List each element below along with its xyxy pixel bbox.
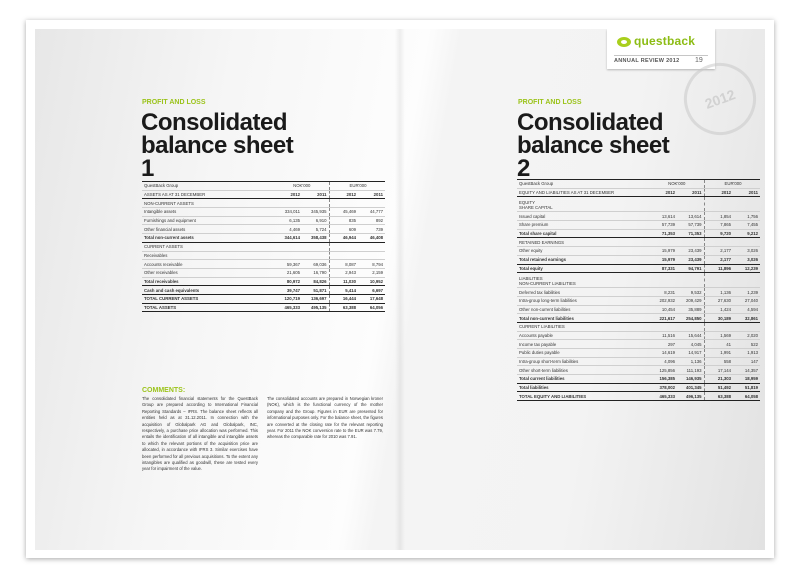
currency-nok: NOK'000 <box>275 182 329 191</box>
value-cell <box>302 251 329 260</box>
table-row <box>517 357 760 366</box>
value-cell: 87,331 <box>650 264 677 273</box>
value-cell: 57,739 <box>650 221 677 230</box>
logo-tab <box>607 29 715 69</box>
value-cell: 465,333 <box>650 392 677 401</box>
left-page-title <box>141 111 293 180</box>
right-title-line: balance sheet <box>517 132 670 159</box>
value-cell: 10,454 <box>650 305 677 314</box>
value-cell: 358,438 <box>302 234 329 243</box>
value-cell: 57,739 <box>677 221 704 230</box>
value-cell: 71,353 <box>650 229 677 238</box>
row-label: Total share capital <box>517 229 650 238</box>
right-balance-table <box>517 179 760 401</box>
value-cell: 496,135 <box>677 392 704 401</box>
value-cell <box>331 242 358 251</box>
table-row <box>142 242 385 251</box>
currency-nok: NOK'000 <box>650 180 704 189</box>
value-cell: 6,135 <box>275 216 302 225</box>
value-cell <box>650 273 677 288</box>
year-cell: 2011 <box>733 188 760 197</box>
value-cell: 111,193 <box>677 366 704 375</box>
table-subheader: EQUITY AND LIABILITIES AS AT 31 DECEMBER <box>517 188 650 197</box>
row-label: CURRENT ASSETS <box>142 242 275 251</box>
value-cell: 94,791 <box>677 264 704 273</box>
row-label: Share premium <box>517 221 650 230</box>
table-row <box>142 251 385 260</box>
row-label: NON-CURRENT ASSETS <box>142 199 275 208</box>
year-cell: 2011 <box>677 188 704 197</box>
value-cell: 23,439 <box>677 255 704 264</box>
value-cell <box>677 197 704 212</box>
value-cell: 84,826 <box>302 277 329 286</box>
value-cell: 9,212 <box>733 229 760 238</box>
value-cell <box>358 242 385 251</box>
table-row <box>517 197 760 212</box>
value-cell: 9,532 <box>677 288 704 297</box>
value-cell: 378,002 <box>650 383 677 392</box>
value-cell: 30,189 <box>706 314 733 323</box>
row-label: CURRENT LIABILITIES <box>517 322 650 331</box>
value-cell <box>677 238 704 247</box>
value-cell <box>706 197 733 212</box>
table-row <box>517 314 760 323</box>
row-label: Issued capital <box>517 212 650 221</box>
value-cell: 4,096 <box>650 357 677 366</box>
value-cell <box>358 251 385 260</box>
row-label: Total receivables <box>142 277 275 286</box>
year-cell: 2011 <box>302 190 329 199</box>
value-cell <box>275 251 302 260</box>
value-cell: 334,011 <box>275 208 302 217</box>
value-cell: 27,040 <box>733 296 760 305</box>
row-label: Deferred tax liabilities <box>517 288 650 297</box>
value-cell <box>706 322 733 331</box>
value-cell <box>733 322 760 331</box>
right-page-title <box>517 111 669 180</box>
table-row <box>517 221 760 230</box>
value-cell: 11,896 <box>706 264 733 273</box>
comment-column-2: The consolidated accounts are prepared in Norwegian kroner (NOK), which is the functional currency of the mother company and the Group. Figures in EUR are presented for informational purposes only. For the balance sheet, the figures are converted at the closing rate for the relevant reporting year. For 2011 the NOK conversion rate to the EUR was 7.79, whereas the comparable rate for 2010 was 7.91. <box>267 396 383 440</box>
value-cell: 21,605 <box>275 268 302 277</box>
value-cell: 16,444 <box>331 294 358 303</box>
table-row <box>517 392 760 401</box>
document-spread <box>35 29 765 550</box>
company-label: QuestBack Group <box>142 182 275 191</box>
value-cell: 11,030 <box>331 277 358 286</box>
value-cell: 1,136 <box>706 288 733 297</box>
value-cell: 63,388 <box>331 303 358 312</box>
value-cell: 46,944 <box>331 234 358 243</box>
year-cell: 2012 <box>650 188 677 197</box>
value-cell: 2,943 <box>331 268 358 277</box>
value-cell: 3,026 <box>733 255 760 264</box>
table-row <box>517 375 760 384</box>
value-cell: 8,231 <box>650 288 677 297</box>
value-cell: 23,439 <box>677 247 704 256</box>
value-cell: 69,036 <box>302 260 329 269</box>
value-cell: 1,569 <box>706 331 733 340</box>
value-cell: 8,087 <box>331 260 358 269</box>
value-cell: 558 <box>706 357 733 366</box>
value-cell: 1,239 <box>733 288 760 297</box>
value-cell: 202,932 <box>650 296 677 305</box>
table-row <box>142 294 385 303</box>
value-cell: 297 <box>650 340 677 349</box>
value-cell: 63,388 <box>706 392 733 401</box>
year-cell: 2012 <box>275 190 302 199</box>
value-cell: 14,357 <box>733 366 760 375</box>
table-row <box>142 303 385 312</box>
value-cell: 221,617 <box>650 314 677 323</box>
table-subheader: ASSETS AS AT 31 DECEMBER <box>142 190 275 199</box>
value-cell: 120,719 <box>275 294 302 303</box>
value-cell: 4,594 <box>733 305 760 314</box>
value-cell: 146,935 <box>677 375 704 384</box>
row-label: Other equity <box>517 247 650 256</box>
value-cell: 41 <box>706 340 733 349</box>
value-cell: 64,056 <box>358 303 385 312</box>
value-cell: 739 <box>358 225 385 234</box>
table-row <box>517 273 760 288</box>
table-row <box>142 268 385 277</box>
table-row <box>517 366 760 375</box>
value-cell <box>677 322 704 331</box>
value-cell: 6,697 <box>358 286 385 295</box>
value-cell: 1,424 <box>706 305 733 314</box>
right-kicker: PROFIT AND LOSS <box>518 99 582 106</box>
value-cell: 156,385 <box>650 375 677 384</box>
table-row <box>517 349 760 358</box>
value-cell <box>331 199 358 208</box>
value-cell: 522 <box>733 340 760 349</box>
row-label: Furnishings and equipment <box>142 216 275 225</box>
row-label: Receivables <box>142 251 275 260</box>
row-label-main: LIABILITIES <box>519 276 543 282</box>
value-cell: 15,979 <box>650 255 677 264</box>
year-cell: 2012 <box>706 188 733 197</box>
page-gutter <box>395 29 405 550</box>
value-cell <box>650 322 677 331</box>
row-label: Total non-current liabilities <box>517 314 650 323</box>
table-row <box>517 238 760 247</box>
value-cell <box>706 238 733 247</box>
value-cell: 15,979 <box>650 247 677 256</box>
value-cell: 71,353 <box>677 229 704 238</box>
comments-heading: COMMENTS: <box>142 387 186 394</box>
value-cell: 209,429 <box>677 296 704 305</box>
value-cell <box>706 273 733 288</box>
value-cell: 345,935 <box>302 208 329 217</box>
table-row <box>517 255 760 264</box>
row-label: Intangible assets <box>142 208 275 217</box>
value-cell <box>733 197 760 212</box>
table-row <box>517 229 760 238</box>
row-label: Total non-current assets <box>142 234 275 243</box>
value-cell: 11,516 <box>650 331 677 340</box>
left-title-line: 1 <box>141 155 154 182</box>
row-label-main: EQUITY <box>519 200 535 206</box>
table-row <box>142 208 385 217</box>
value-cell: 15,644 <box>677 331 704 340</box>
left-title-line: balance sheet <box>141 132 294 159</box>
value-cell: 18,959 <box>733 375 760 384</box>
row-label <box>517 197 650 212</box>
value-cell: 16,790 <box>302 268 329 277</box>
value-cell: 6,910 <box>302 216 329 225</box>
table-row <box>517 322 760 331</box>
value-cell: 7,865 <box>706 221 733 230</box>
table-row <box>142 277 385 286</box>
table-row <box>517 383 760 392</box>
value-cell: 32,861 <box>733 314 760 323</box>
value-cell: 10,952 <box>358 277 385 286</box>
table-row <box>517 264 760 273</box>
page-frame <box>26 20 774 558</box>
row-label: Total liabilities <box>517 383 650 392</box>
row-label-sub: NON-CURRENT LIABILITIES <box>519 281 576 287</box>
table-row <box>142 234 385 243</box>
value-cell: 125,856 <box>650 366 677 375</box>
right-title-line: Consolidated <box>517 109 664 136</box>
value-cell: 892 <box>358 216 385 225</box>
row-label: Other financial assets <box>142 225 275 234</box>
row-label: Income tax payable <box>517 340 650 349</box>
table-year-row <box>142 190 385 199</box>
value-cell: 3,026 <box>733 247 760 256</box>
row-label: Accounts payable <box>517 331 650 340</box>
company-label: QuestBack Group <box>517 180 650 189</box>
table-row <box>142 286 385 295</box>
value-cell: 14,917 <box>677 349 704 358</box>
value-cell: 17,648 <box>358 294 385 303</box>
table-row <box>142 225 385 234</box>
row-label: Total equity <box>517 264 650 273</box>
row-label <box>517 273 650 288</box>
value-cell: 254,850 <box>677 314 704 323</box>
value-cell: 4,469 <box>275 225 302 234</box>
value-cell: 80,972 <box>275 277 302 286</box>
row-label: Other non-current liabilities <box>517 305 650 314</box>
value-cell <box>302 242 329 251</box>
value-cell: 51,819 <box>733 383 760 392</box>
value-cell: 12,239 <box>733 264 760 273</box>
value-cell: 17,144 <box>706 366 733 375</box>
report-subtitle: ANNUAL REVIEW 2012 <box>614 58 680 64</box>
value-cell: 2,159 <box>358 268 385 277</box>
value-cell: 5,414 <box>331 286 358 295</box>
value-cell: 495,135 <box>302 303 329 312</box>
table-row <box>142 216 385 225</box>
table-header-row <box>142 182 385 191</box>
left-balance-table <box>142 181 385 312</box>
value-cell: 39,747 <box>275 286 302 295</box>
row-label: Total current liabilities <box>517 375 650 384</box>
table-row <box>517 296 760 305</box>
currency-eur: EUR'000 <box>706 180 760 189</box>
value-cell: 2,177 <box>706 247 733 256</box>
value-cell: 1,913 <box>733 349 760 358</box>
value-cell: 2,020 <box>733 331 760 340</box>
value-cell <box>650 197 677 212</box>
value-cell: 1,991 <box>706 349 733 358</box>
row-label: TOTAL EQUITY AND LIABILITIES <box>517 392 650 401</box>
value-cell: 2,177 <box>706 255 733 264</box>
value-cell: 147 <box>733 357 760 366</box>
value-cell: 44,777 <box>358 208 385 217</box>
value-cell <box>275 199 302 208</box>
value-cell <box>650 238 677 247</box>
page-number: 19 <box>695 57 703 64</box>
value-cell <box>302 199 329 208</box>
left-kicker: PROFIT AND LOSS <box>142 99 206 106</box>
value-cell <box>677 273 704 288</box>
row-label: TOTAL CURRENT ASSETS <box>142 294 275 303</box>
value-cell: 609 <box>331 225 358 234</box>
value-cell: 7,455 <box>733 221 760 230</box>
value-cell: 344,614 <box>275 234 302 243</box>
year-cell: 2011 <box>358 190 385 199</box>
table-header-row <box>517 180 760 189</box>
value-cell: 5,724 <box>302 225 329 234</box>
row-label: Other short-term liabilities <box>517 366 650 375</box>
seal-year: 2012 <box>702 86 738 112</box>
value-cell: 14,619 <box>650 349 677 358</box>
value-cell: 51,492 <box>706 383 733 392</box>
table-row <box>517 331 760 340</box>
value-cell <box>275 242 302 251</box>
value-cell: 1,756 <box>733 212 760 221</box>
value-cell: 35,889 <box>677 305 704 314</box>
value-cell: 401,345 <box>677 383 704 392</box>
row-label: Intra-group long-term liabilities <box>517 296 650 305</box>
value-cell: 136,697 <box>302 294 329 303</box>
row-label: TOTAL ASSETS <box>142 303 275 312</box>
value-cell: 51,871 <box>302 286 329 295</box>
table-year-row <box>517 188 760 197</box>
value-cell: 8,794 <box>358 260 385 269</box>
value-cell: 1,854 <box>706 212 733 221</box>
row-label: RETAINED EARNINGS <box>517 238 650 247</box>
value-cell: 4,045 <box>677 340 704 349</box>
row-label: Public duties payable <box>517 349 650 358</box>
value-cell: 465,333 <box>275 303 302 312</box>
table-row <box>517 305 760 314</box>
value-cell <box>331 251 358 260</box>
value-cell: 46,408 <box>358 234 385 243</box>
currency-eur: EUR'000 <box>331 182 385 191</box>
table-row <box>517 247 760 256</box>
row-label: Cash and cash equivalents <box>142 286 275 295</box>
left-title-line: Consolidated <box>141 109 288 136</box>
value-cell: 13,614 <box>677 212 704 221</box>
row-label-sub: SHARE CAPITAL <box>519 205 553 211</box>
value-cell: 835 <box>331 216 358 225</box>
value-cell <box>733 273 760 288</box>
value-cell <box>733 238 760 247</box>
row-label: Other receivables <box>142 268 275 277</box>
row-label: Accounts receivable <box>142 260 275 269</box>
table-row <box>517 288 760 297</box>
brand-logo: questback <box>634 34 696 48</box>
table-row <box>142 260 385 269</box>
value-cell: 9,720 <box>706 229 733 238</box>
row-label: Intra-group short-term liabilities <box>517 357 650 366</box>
value-cell: 21,303 <box>706 375 733 384</box>
table-row <box>517 340 760 349</box>
value-cell: 64,058 <box>733 392 760 401</box>
value-cell: 59,367 <box>275 260 302 269</box>
row-label: Total retained earnings <box>517 255 650 264</box>
value-cell: 45,469 <box>331 208 358 217</box>
right-title-line: 2 <box>517 155 530 182</box>
value-cell: 27,630 <box>706 296 733 305</box>
value-cell: 13,614 <box>650 212 677 221</box>
value-cell <box>358 199 385 208</box>
logo-divider <box>614 55 708 56</box>
year-cell: 2012 <box>331 190 358 199</box>
speech-bubble-icon <box>617 37 631 47</box>
table-row <box>142 199 385 208</box>
table-row <box>517 212 760 221</box>
comment-column-1: The consolidated financial statements for the QuestBack Group are prepared according to International Financial Reporting Standards – IFRS. The balance sheet reflects all entities held as at 31.12.2011. In connection with the acquisition of Globalpark AG and Globalpark, INC, respectively, a purchase price allocation was performed. This entails the identification of all intangible and intangible assets to which the relevant portions of the acquisition price are allocated, in accordance with IFRS 3. Similar exercises have been performed for all previous acquisitions. To the extent any intangibles are qualified as goodwill, these are tested every year for impairment of the value. <box>142 396 258 472</box>
value-cell: 1,136 <box>677 357 704 366</box>
